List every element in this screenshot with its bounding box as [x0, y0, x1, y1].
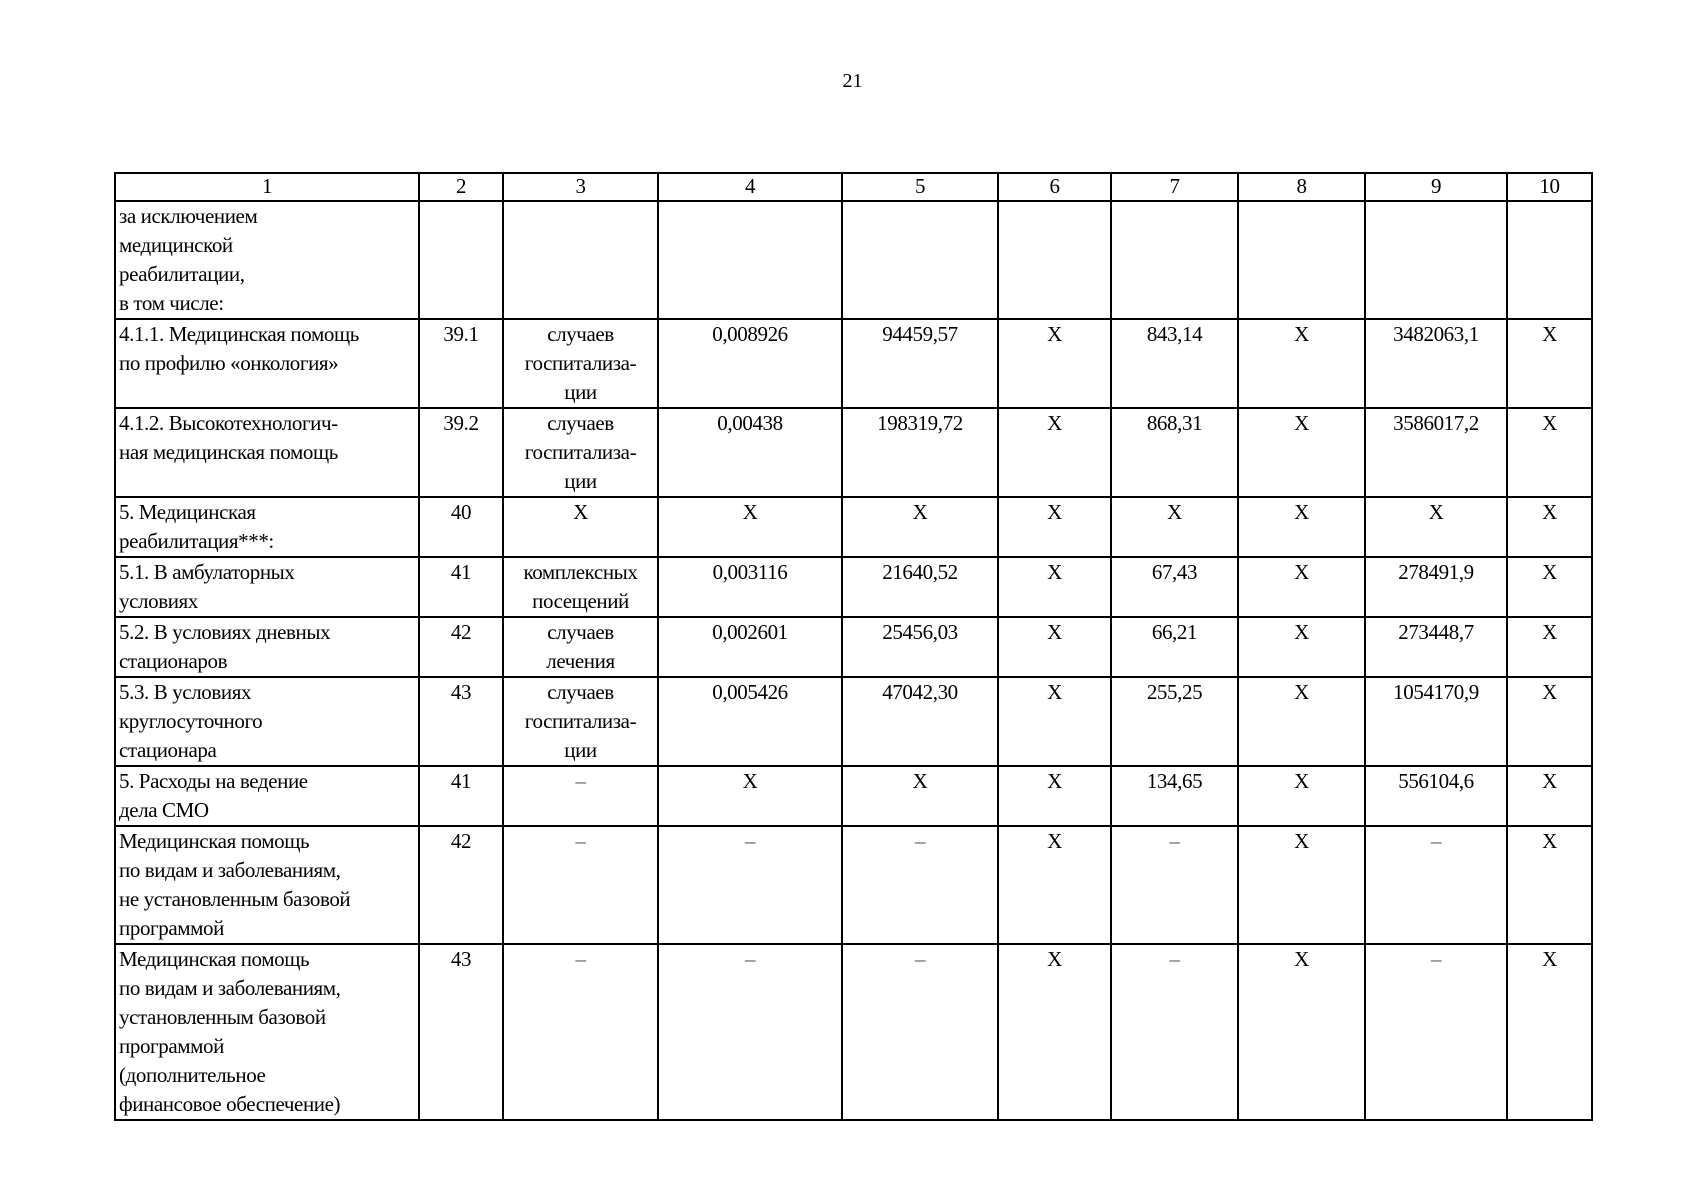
column-number: 1: [115, 173, 419, 201]
table-cell: 5. Расходы на ведение дела СМО: [115, 766, 419, 826]
table-cell: X: [998, 677, 1111, 766]
column-number: 7: [1111, 173, 1238, 201]
table-cell: 94459,57: [842, 319, 998, 408]
table-cell: X: [658, 497, 842, 557]
table-cell: X: [998, 557, 1111, 617]
table-cell: 255,25: [1111, 677, 1238, 766]
table-cell: X: [1507, 408, 1592, 497]
table-cell: X: [1238, 826, 1365, 944]
table-cell: Медицинская помощь по видам и заболеваниям, установленным базовой программой (дополнительное финансовое обеспечение): [115, 944, 419, 1120]
table-cell: X: [1238, 497, 1365, 557]
table-cell: X: [1238, 319, 1365, 408]
table-cell: 0,002601: [658, 617, 842, 677]
table-cell: 5.3. В условиях круглосуточного стационара: [115, 677, 419, 766]
table-row: [115, 826, 1592, 944]
table-cell: X: [1238, 677, 1365, 766]
table-cell: Медицинская помощь по видам и заболеваниям, не установленным базовой программой: [115, 826, 419, 944]
column-number: 3: [503, 173, 658, 201]
table-cell: X: [1507, 497, 1592, 557]
table-cell: [842, 201, 998, 319]
table-cell: комплексных посещений: [503, 557, 658, 617]
table-cell: 39.1: [419, 319, 503, 408]
table-cell: X: [1507, 557, 1592, 617]
table-cell: X: [1238, 944, 1365, 1120]
table-cell: –: [503, 826, 658, 944]
table-cell: 67,43: [1111, 557, 1238, 617]
table-cell: –: [842, 826, 998, 944]
table-row: [115, 319, 1592, 408]
table-cell: 43: [419, 944, 503, 1120]
table-cell: 278491,9: [1365, 557, 1507, 617]
table-cell: X: [503, 497, 658, 557]
table-cell: [1365, 201, 1507, 319]
table-cell: случаев госпитализа- ции: [503, 677, 658, 766]
table-cell: –: [1365, 826, 1507, 944]
table-cell: X: [998, 766, 1111, 826]
table-cell: X: [1507, 766, 1592, 826]
table-cell: X: [1111, 497, 1238, 557]
table-row: [115, 677, 1592, 766]
table-cell: X: [1238, 408, 1365, 497]
column-number: 6: [998, 173, 1111, 201]
table-cell: [658, 201, 842, 319]
column-number: 9: [1365, 173, 1507, 201]
table-cell: [503, 201, 658, 319]
table-cell: –: [1111, 826, 1238, 944]
column-number: 8: [1238, 173, 1365, 201]
page-number: 21: [842, 70, 863, 92]
table-cell: случаев лечения: [503, 617, 658, 677]
table-cell: случаев госпитализа- ции: [503, 408, 658, 497]
table-cell: 5. Медицинская реабилитация***:: [115, 497, 419, 557]
table-cell: 42: [419, 826, 503, 944]
table-row: [115, 944, 1592, 1120]
table-cell: 273448,7: [1365, 617, 1507, 677]
table-row: [115, 557, 1592, 617]
table-cell: 4.1.1. Медицинская помощь по профилю «онкология»: [115, 319, 419, 408]
table-cell: –: [1111, 944, 1238, 1120]
table-cell: 42: [419, 617, 503, 677]
table-cell: 41: [419, 557, 503, 617]
table-cell: –: [658, 944, 842, 1120]
table-row: [115, 201, 1592, 319]
table-cell: [1507, 201, 1592, 319]
table-cell: 0,00438: [658, 408, 842, 497]
table-row: [115, 497, 1592, 557]
table-cell: X: [998, 617, 1111, 677]
table-cell: 43: [419, 677, 503, 766]
table-cell: 198319,72: [842, 408, 998, 497]
column-number: 10: [1507, 173, 1592, 201]
table-cell: X: [998, 319, 1111, 408]
column-number: 5: [842, 173, 998, 201]
table-cell: X: [1507, 826, 1592, 944]
table-cell: 21640,52: [842, 557, 998, 617]
table-cell: X: [1507, 944, 1592, 1120]
table-cell: 0,003116: [658, 557, 842, 617]
table-cell: –: [503, 944, 658, 1120]
table-cell: X: [1238, 617, 1365, 677]
table-cell: за исключением медицинской реабилитации, в том числе:: [115, 201, 419, 319]
table-cell: X: [1238, 766, 1365, 826]
data-table: [114, 172, 1593, 1121]
table-cell: –: [658, 826, 842, 944]
table-cell: 25456,03: [842, 617, 998, 677]
column-number: 2: [419, 173, 503, 201]
table-cell: 5.1. В амбулаторных условиях: [115, 557, 419, 617]
table-cell: 41: [419, 766, 503, 826]
table-cell: –: [842, 944, 998, 1120]
table-cell: 47042,30: [842, 677, 998, 766]
table-cell: –: [503, 766, 658, 826]
table-cell: –: [1365, 944, 1507, 1120]
table-cell: случаев госпитализа- ции: [503, 319, 658, 408]
table-cell: 0,008926: [658, 319, 842, 408]
table-cell: 843,14: [1111, 319, 1238, 408]
table-cell: 3586017,2: [1365, 408, 1507, 497]
table-cell: X: [842, 497, 998, 557]
table-cell: 66,21: [1111, 617, 1238, 677]
column-number: 4: [658, 173, 842, 201]
table-cell: X: [998, 944, 1111, 1120]
table-cell: 868,31: [1111, 408, 1238, 497]
table-cell: 556104,6: [1365, 766, 1507, 826]
table-cell: X: [1507, 677, 1592, 766]
table-header-row: [115, 173, 1592, 201]
table-cell: X: [1507, 617, 1592, 677]
table-cell: [1238, 201, 1365, 319]
table-cell: 134,65: [1111, 766, 1238, 826]
table-cell: 39.2: [419, 408, 503, 497]
table-cell: X: [658, 766, 842, 826]
table-cell: 1054170,9: [1365, 677, 1507, 766]
table-cell: [419, 201, 503, 319]
table-cell: X: [842, 766, 998, 826]
table-cell: 40: [419, 497, 503, 557]
table-cell: X: [1365, 497, 1507, 557]
table-cell: [998, 201, 1111, 319]
table-cell: X: [998, 826, 1111, 944]
table-cell: X: [1507, 319, 1592, 408]
table-cell: 5.2. В условиях дневных стационаров: [115, 617, 419, 677]
table-cell: [1111, 201, 1238, 319]
table-row: [115, 617, 1592, 677]
table-cell: 4.1.2. Высокотехнологич- ная медицинская помощь: [115, 408, 419, 497]
table-row: [115, 766, 1592, 826]
table-cell: 0,005426: [658, 677, 842, 766]
table-cell: 3482063,1: [1365, 319, 1507, 408]
table-row: [115, 408, 1592, 497]
table-cell: X: [998, 408, 1111, 497]
table-cell: X: [1238, 557, 1365, 617]
table-cell: X: [998, 497, 1111, 557]
